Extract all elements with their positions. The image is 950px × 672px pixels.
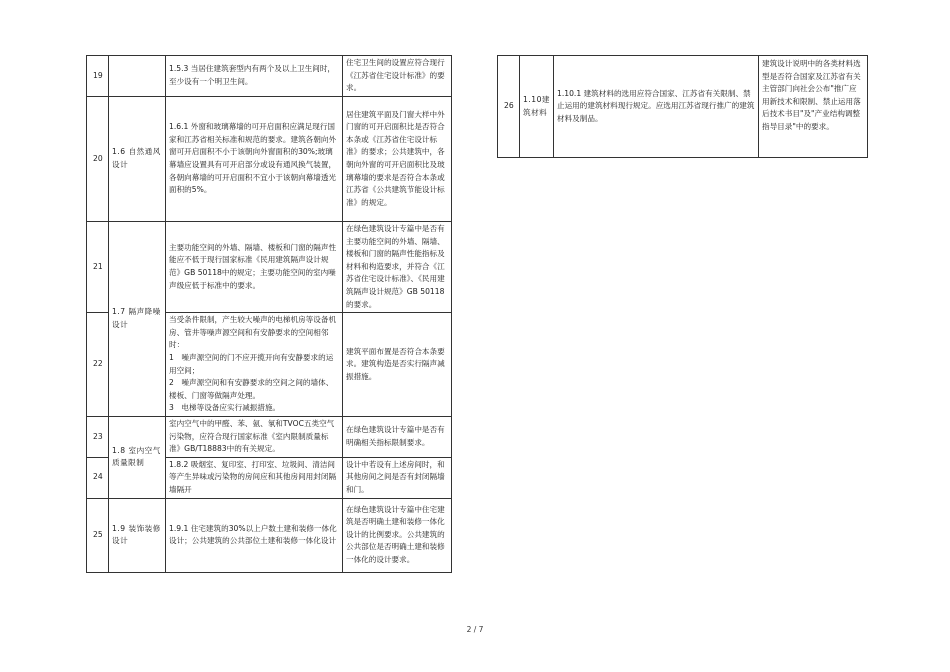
check-cell: 居住建筑平面及门窗大样中外门窗的可开启面积比是否符合本条或《江苏省住宅设计标准》的要求；公共建筑中，各朝向外窗的可开启面积比及玻璃幕墙的要求是否符合本条或江苏省《公共建筑节能设计标准》的规定。 (343, 97, 452, 222)
row-number: 24 (87, 457, 109, 498)
left-table (86, 55, 452, 573)
row-number: 20 (87, 97, 109, 222)
table-row (498, 56, 868, 158)
category-cell: 1.9 装饰装修设计 (109, 498, 166, 572)
table-row (87, 498, 452, 572)
requirement-cell: 1.10.1 建筑材料的选用应符合国家、江苏省有关限制、禁止运用的建筑材料现行规定。应选用江苏省现行推广的建筑材料及制品。 (554, 56, 759, 158)
page-number: 2 / 7 (466, 625, 484, 634)
category-cell (109, 56, 166, 97)
check-cell: 建筑设计说明中的各类材料选型是否符合国家及江苏省有关主管部门向社会公布"推广应用新技术和限制、禁止运用落后技术书目"及"产业结构调整指导目录"中的要求。 (759, 56, 868, 158)
row-number: 21 (87, 222, 109, 313)
row-number: 25 (87, 498, 109, 572)
requirement-cell: 当受条件限制，产生较大噪声的电梯机房等设备机房、管井等噪声源空间和有安静要求的空间相邻时： 1 噪声源空间的门不应开揽开向有安静要求的运用空间； 2 噪声源空间和有安静要求的空间之间的墙体、楼板、门窗等做隔声处理。 3 电梯等设备应实行减振措施。 (166, 313, 343, 417)
check-cell: 在绿色建筑设计专篇中住宅建筑是否明确土建和装修一体化设计的比例要求。公共建筑的公共部位是否明确土建和装修一体化的设计要求。 (343, 498, 452, 572)
check-cell: 建筑平面布置是否符合本条要求。建筑构造是否实行隔声减振措施。 (343, 313, 452, 417)
requirement-cell: 1.6.1 外窗和玻璃幕墙的可开启面积应满足现行国家和江苏省相关标准和规范的要求。建筑各朝向外窗可开启面积不小于该朝向外窗面积的30%;玻璃幕墙应设置具有可开启部分或设有通风换气装置，各朝向幕墙的可开启面积不宜小于该朝向幕墙透光面积的5%。 (166, 97, 343, 222)
check-cell: 住宅卫生间的设置应符合现行《江苏省住宅设计标准》的要求。 (343, 56, 452, 97)
table-row (87, 416, 452, 457)
row-number: 26 (498, 56, 520, 158)
table-row (87, 56, 452, 97)
requirement-cell: 主要功能空间的外墙、隔墙、楼板和门窗的隔声性能应不低于现行国家标准《民用建筑隔声设计规范》GB 50118中的规定；主要功能空间的室内噪声级应低于标准中的要求。 (166, 222, 343, 313)
requirement-cell: 1.5.3 当居住建筑套型内有两个及以上卫生间时，至少设有一个明卫生间。 (166, 56, 343, 97)
row-number: 19 (87, 56, 109, 97)
category-cell: 1.6 自然通风设计 (109, 97, 166, 222)
check-cell: 在绿色建筑设计专篇中是否有主要功能空间的外墙、隔墙、楼板和门窗的隔声性能指标及材料和构造要求，并符合《江苏省住宅设计标准》、《民用建筑隔声设计规范》GB 50118的要求。 (343, 222, 452, 313)
category-cell: 1.7 隔声降噪设计 (109, 222, 166, 417)
table-row (87, 222, 452, 313)
check-cell: 在绿色建筑设计专篇中是否有明确相关指标限制要求。 (343, 416, 452, 457)
requirement-cell: 1.9.1 住宅建筑的30%以上户数土建和装修一体化设计；公共建筑的公共部位土建和装修一体化设计 (166, 498, 343, 572)
table-row (87, 97, 452, 222)
row-number: 23 (87, 416, 109, 457)
right-table (497, 55, 868, 158)
category-cell: 1.8 室内空气质量限制 (109, 416, 166, 498)
category-cell: 1.10建筑材料 (520, 56, 554, 158)
requirement-cell: 室内空气中的甲醛、苯、氨、氡和TVOC五类空气污染物，应符合现行国家标准《室内限制质量标准》GB/T18883中的有关规定。 (166, 416, 343, 457)
check-cell: 设计中若设有上述房间时，和其他房间之间是否有封闭隔墙和门。 (343, 457, 452, 498)
row-number: 22 (87, 313, 109, 417)
requirement-cell: 1.8.2 吸烟室、复印室、打印室、垃圾间、清洁间等产生异味或污染物的房间应和其他房间用封闭隔墙隔开 (166, 457, 343, 498)
